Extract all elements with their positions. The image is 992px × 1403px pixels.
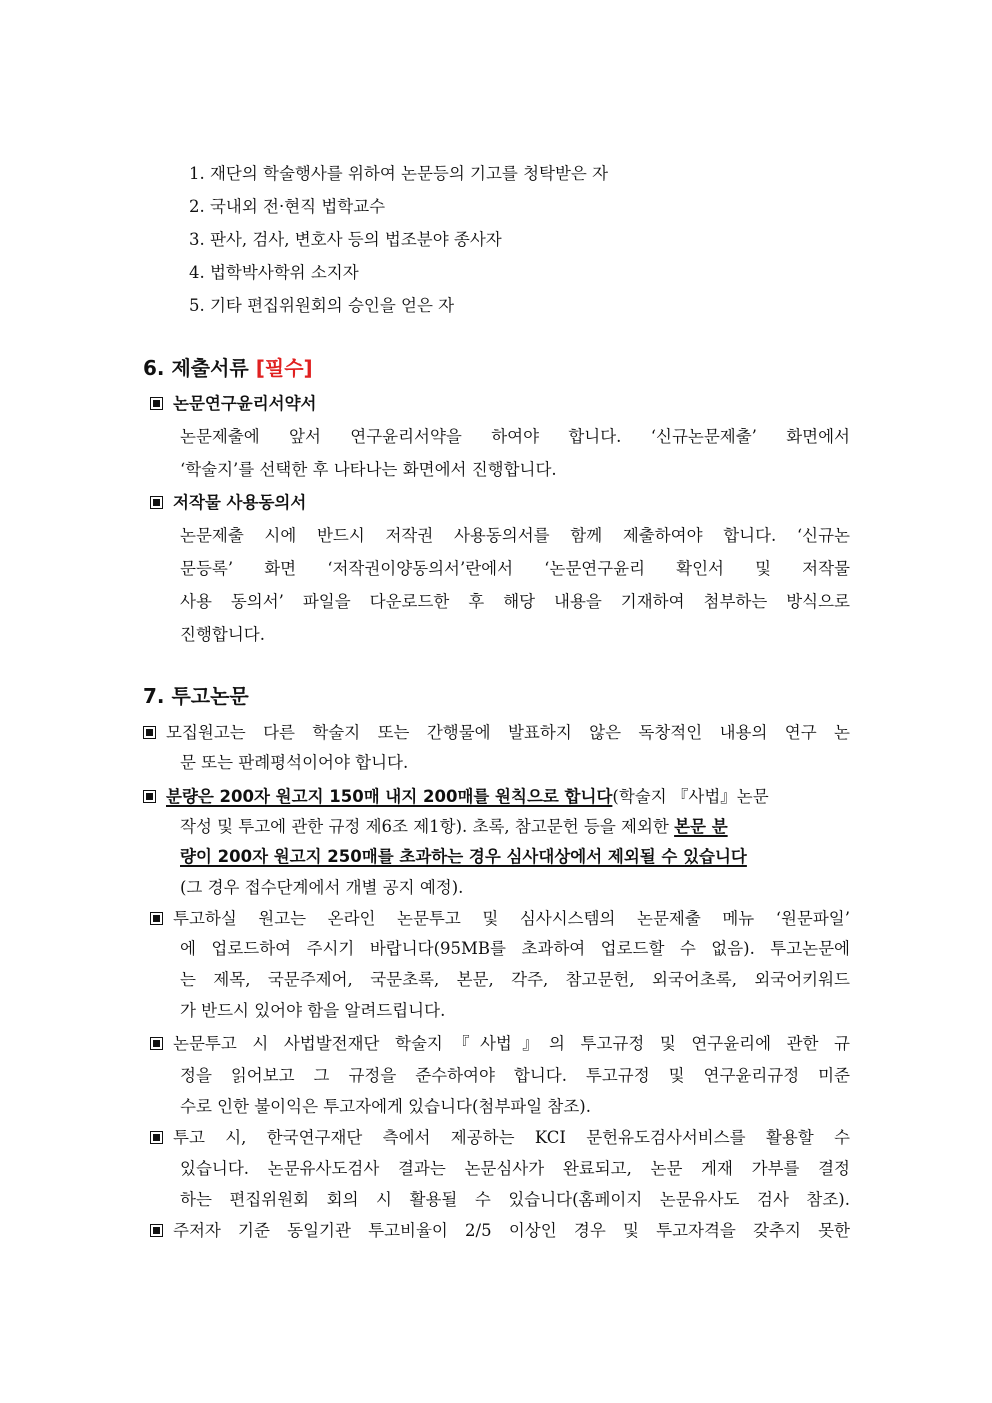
subsection-title: 저작물 사용동의서 <box>173 493 307 512</box>
paragraph-line: 논문투고 시 사법발전재단 학술지『사법』의 투고규정 및 연구윤리에 관한 규 <box>150 1032 850 1056</box>
section-heading-6 <box>143 354 313 382</box>
paragraph-line: 주저자 기준 동일기관 투고비율이 2/5 이상인 경우 및 투고자격을 갖추지 못한 <box>150 1219 850 1243</box>
paragraph-line: 작성 및 투고에 관한 규정 제6조 제1항). 초록, 참고문헌 등을 제외한 본문 분 <box>180 817 728 836</box>
emphasis-text: 분량은 200자 원고지 150매 내지 200매를 원칙으로 합니다 <box>166 787 613 806</box>
list-item: 3. 판사, 검사, 변호사 등의 법조분야 종사자 <box>189 230 502 249</box>
paragraph-line: 진행합니다. <box>180 625 265 644</box>
subsection-copyright-consent <box>150 491 306 515</box>
required-tag: [필수] <box>255 356 313 380</box>
paragraph-line: (그 경우 접수단계에서 개별 공지 예정). <box>180 878 464 897</box>
square-bullet-icon <box>143 726 156 739</box>
section-heading-7 <box>143 682 249 710</box>
paragraph-line: 는 제목, 국문주제어, 국문초록, 본문, 각주, 참고문헌, 외국어초록, 외국어키워드 <box>180 970 850 989</box>
paragraph-line: 모집원고는 다른 학술지 또는 간행물에 발표하지 않은 독창적인 내용의 연구 논 <box>143 721 850 745</box>
paragraph-line: 하는 편집위원회 회의 시 활용될 수 있습니다(홈페이지 논문유사도 검사 참조). <box>180 1190 850 1209</box>
paragraph-line: 문 또는 판례평석이어야 합니다. <box>180 753 409 772</box>
paragraph-line: 수로 인한 불이익은 투고자에게 있습니다(첨부파일 참조). <box>180 1097 591 1116</box>
paragraph-line: 있습니다. 논문유사도검사 결과는 논문심사가 완료되고, 논문 게재 가부를 결정 <box>180 1159 850 1178</box>
paragraph-line: 분량은 200자 원고지 150매 내지 200매를 원칙으로 합니다(학술지 『사법』논문 <box>143 785 769 809</box>
paragraph-line: 가 반드시 있어야 함을 알려드립니다. <box>180 1001 446 1020</box>
paragraph-line: 에 업로드하여 주시기 바랍니다(95MB를 초과하여 업로드할 수 없음). 투고논문에 <box>180 939 850 958</box>
square-bullet-icon <box>150 397 163 410</box>
paragraph-line: 논문제출 시에 반드시 저작권 사용동의서를 함께 제출하여야 합니다. ‘신규논 <box>180 526 850 545</box>
subsection-ethics-pledge <box>150 392 316 416</box>
list-item: 1. 재단의 학술행사를 위하여 논문등의 기고를 청탁받은 자 <box>189 164 609 183</box>
square-bullet-icon <box>150 496 163 509</box>
square-bullet-icon <box>150 1131 163 1144</box>
paragraph-line: 정을 읽어보고 그 규정을 준수하여야 합니다. 투고규정 및 연구윤리규정 미준 <box>180 1066 850 1085</box>
paragraph-line: 사용 동의서’ 파일을 다운로드한 후 해당 내용을 기재하여 첨부하는 방식으로 <box>180 592 850 611</box>
list-item: 2. 국내외 전·현직 법학교수 <box>189 197 386 216</box>
list-item: 5. 기타 편집위원회의 승인을 얻은 자 <box>189 296 455 315</box>
list-item: 4. 법학박사학위 소지자 <box>189 263 359 282</box>
square-bullet-icon <box>150 912 163 925</box>
paragraph-line: ‘학술지’를 선택한 후 나타나는 화면에서 진행합니다. <box>180 460 557 479</box>
paragraph-line: 투고 시, 한국연구재단 측에서 제공하는 KCI 문헌유도검사서비스를 활용할 수 <box>150 1126 850 1150</box>
emphasis-text: 량이 200자 원고지 250매를 초과하는 경우 심사대상에서 제외될 수 있습니다 <box>180 847 747 866</box>
subsection-title: 논문연구윤리서약서 <box>173 394 317 413</box>
section-title: 7. 투고논문 <box>143 684 249 708</box>
paragraph-line: 논문제출에 앞서 연구윤리서약을 하여야 합니다. ‘신규논문제출’ 화면에서 <box>180 427 850 446</box>
paragraph-line: 문등록’ 화면 ‘저작권이양동의서’란에서 ‘논문연구윤리 확인서 및 저작물 <box>180 559 850 578</box>
emphasis-text: 본문 분 <box>674 817 728 836</box>
paragraph-line <box>180 845 747 869</box>
square-bullet-icon <box>150 1037 163 1050</box>
square-bullet-icon <box>150 1224 163 1237</box>
section-title: 6. 제출서류 <box>143 356 249 380</box>
paragraph-line: 투고하실 원고는 온라인 논문투고 및 심사시스템의 논문제출 메뉴 ‘원문파일’ <box>150 907 850 931</box>
square-bullet-icon <box>143 790 156 803</box>
